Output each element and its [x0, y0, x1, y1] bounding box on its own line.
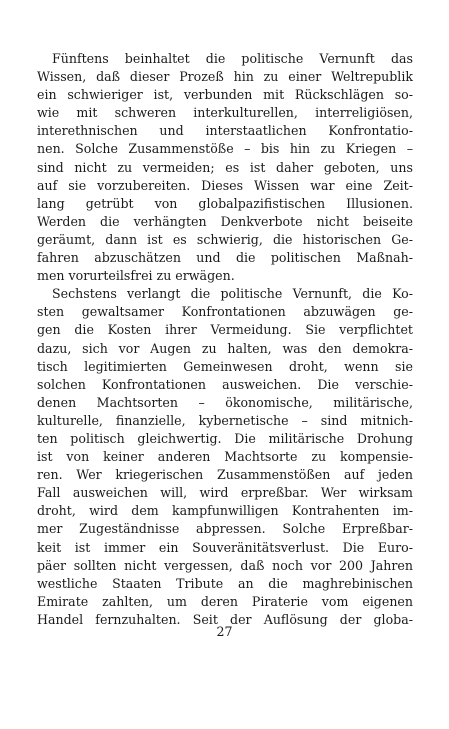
- text-line: ist von keiner anderen Machtsorte zu kompensie-: [37, 449, 413, 465]
- text-line: sind nicht zu vermeiden; es ist daher geboten, uns: [37, 159, 413, 175]
- text-line: nen. Solche Zusammenstöße – bis hin zu Kriegen –: [37, 141, 413, 157]
- text-line: tisch legitimierten Gemeinwesen droht, wenn sie: [37, 358, 413, 374]
- text-line: men vorurteilsfrei zu erwägen.: [37, 268, 235, 284]
- text-line: westliche Staaten Tribute an die maghrebinischen: [37, 575, 413, 591]
- text-line: Fünftens beinhaltet die politische Vernunft das: [52, 51, 413, 66]
- text-line: droht, wird dem kampfunwilligen Kontrahenten im-: [37, 503, 413, 519]
- page-number: 27: [216, 624, 233, 639]
- text-line: solchen Konfrontationen ausweichen. Die verschie-: [37, 376, 413, 392]
- text-line: keit ist immer ein Souveränitätsverlust. Die Euro-: [37, 539, 413, 555]
- text-line: fahren abzuschätzen und die politischen Maßnah-: [37, 250, 413, 266]
- text-line: ein schwieriger ist, verbunden mit Rückschlägen so-: [37, 87, 413, 103]
- text-line: Fall ausweichen will, wird erpreßbar. Wer wirksam: [37, 485, 413, 501]
- text-line: dazu, sich vor Augen zu halten, was den demokra-: [37, 340, 413, 356]
- text-line: denen Machtsorten – ökonomische, militärische,: [37, 394, 413, 410]
- text-line: interethnischen und interstaatlichen Konfrontatio-: [37, 123, 413, 139]
- text-line: ren. Wer kriegerischen Zusammenstößen auf jeden: [37, 467, 413, 483]
- paragraph-5: [37, 50, 413, 285]
- text-line: Handel fernzuhalten. Seit der Auflösung der globa-: [37, 611, 413, 627]
- body-text: [37, 50, 413, 629]
- text-line: Sechstens verlangt die politische Vernunft, die Ko-: [52, 286, 413, 302]
- text-line: gen die Kosten ihrer Vermeidung. Sie verpflichtet: [37, 322, 413, 338]
- paragraph-6: [37, 285, 413, 629]
- text-line: wie mit schweren interkulturellen, interreligiösen,: [37, 105, 413, 121]
- text-line: päer sollten nicht vergessen, daß noch vor 200 Jahren: [37, 557, 413, 573]
- text-line: ten politisch gleichwertig. Die militärische Drohung: [37, 430, 413, 446]
- text-line: geräumt, dann ist es schwierig, die historischen Ge-: [37, 231, 413, 247]
- text-line: Werden die verhängten Denkverbote nicht beiseite: [37, 213, 413, 229]
- text-line: Wissen, daß dieser Prozeß hin zu einer Weltrepublik: [37, 69, 413, 85]
- text-line: kulturelle, finanzielle, kybernetische – sind mitnich-: [37, 412, 413, 428]
- text-line: sten gewaltsamer Konfrontationen abzuwägen ge-: [37, 304, 413, 320]
- text-line: mer Zugeständnisse abpressen. Solche Erpreßbar-: [37, 521, 413, 537]
- text-line: Emirate zahlten, um deren Piraterie vom eigenen: [37, 593, 413, 609]
- text-line: auf sie vorzubereiten. Dieses Wissen war eine Zeit-: [37, 177, 413, 193]
- text-line: lang getrübt von globalpazifistischen Illusionen.: [37, 195, 413, 211]
